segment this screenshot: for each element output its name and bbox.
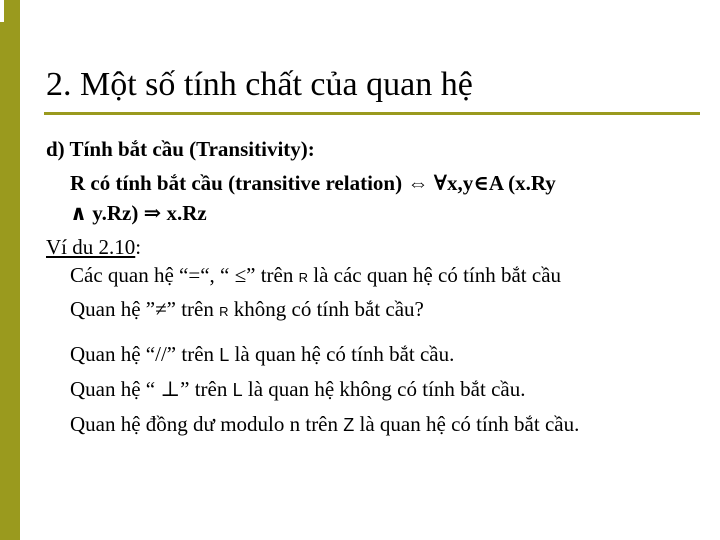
definition-line-2: ∧ y.Rz) ⇒ x.Rz [70,201,207,225]
example-line-4 [70,376,525,403]
left-bar-notch [0,0,20,22]
title-underline-rule [44,112,700,115]
example-4-text-a: Quan hệ “ ⊥” trên [70,377,233,401]
set-symbol-r: R [298,270,308,285]
set-symbol-z: Z [343,415,355,435]
left-accent-bar [0,0,20,540]
left-bar-notch-fill [4,0,20,22]
section-heading: d) Tính bắt cầu (Transitivity): [46,137,315,161]
example-2-text-b: không có tính bắt cầu? [228,297,424,321]
example-4-text-b: là quan hệ không có tính bắt cầu. [242,377,526,401]
definition-line-1: R có tính bắt cầu (transitive relation) ⇔ ∀x,y∈A (x.Ry [70,171,556,195]
example-5-text-a: Quan hệ đồng dư modulo n trên [70,412,344,436]
example-3-text-a: Quan hệ “//” trên [70,342,220,366]
set-symbol-l: L [219,345,230,365]
example-line-5 [70,411,579,438]
example-heading [46,234,141,260]
example-label: Ví du 2.10 [46,235,136,259]
example-5-text-b: là quan hệ có tính bắt cầu. [354,412,580,436]
example-2-text-a: Quan hệ ”≠” trên [70,297,220,321]
example-line-2 [70,296,424,325]
example-3-text-b: là quan hệ có tính bắt cầu. [229,342,455,366]
example-line-1 [70,262,561,291]
example-colon: : [135,235,142,259]
set-symbol-l: L [232,380,243,400]
example-line-3 [70,341,454,368]
set-symbol-r: R [219,304,229,319]
example-1-text-b: là các quan hệ có tính bắt cầu [307,263,562,287]
example-1-text-a: Các quan hệ “=“, “ ≤” trên [70,263,299,287]
slide-title: 2. Một số tính chất của quan hệ [46,66,473,103]
